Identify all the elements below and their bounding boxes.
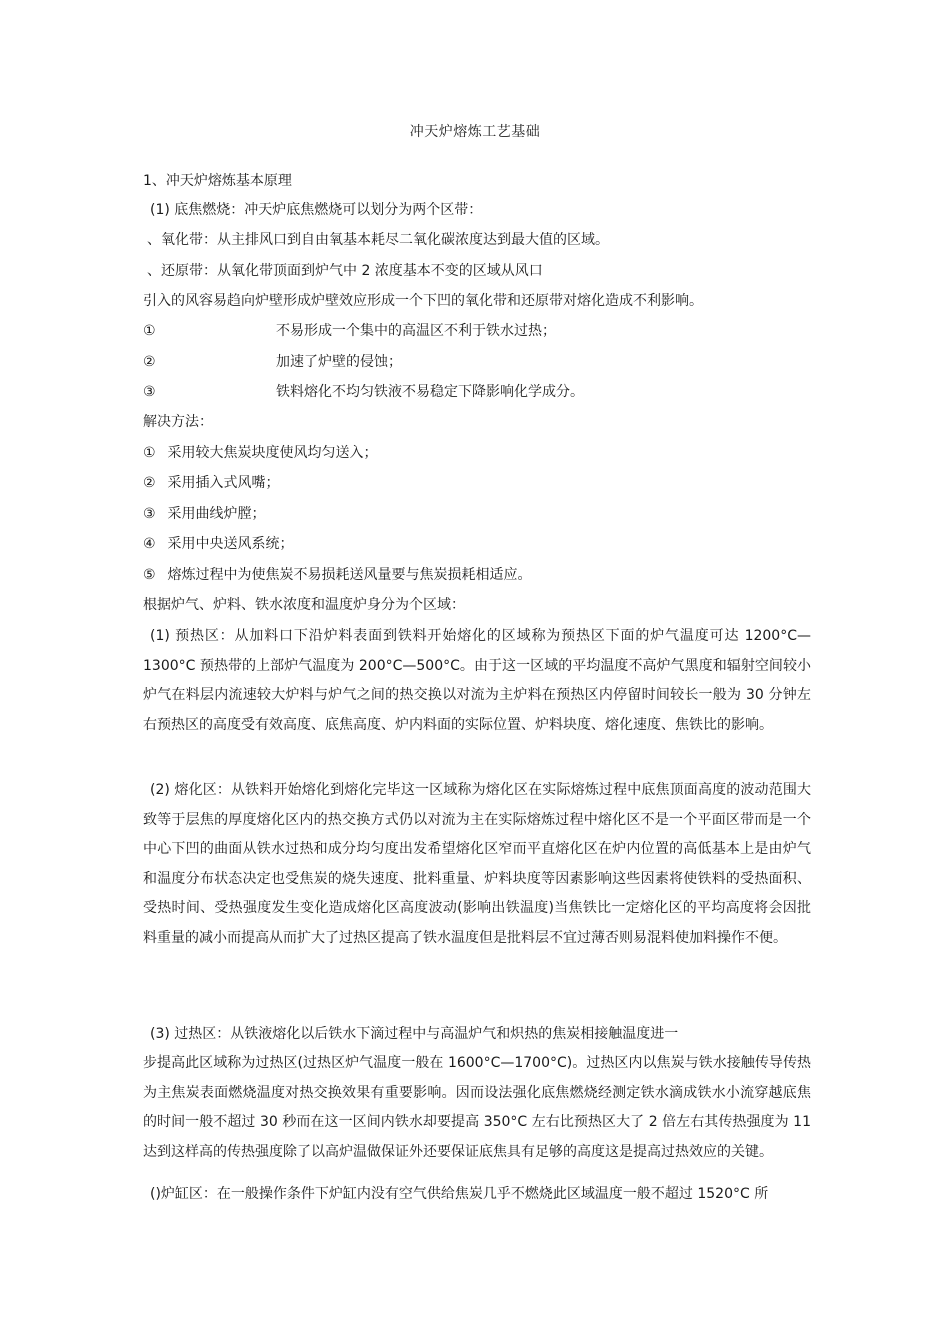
solution-number: ③ bbox=[143, 506, 156, 522]
solution-heading: 解决方法： bbox=[143, 414, 213, 430]
paragraph-melting-zone: (2) 熔化区：从铁料开始熔化到熔化完毕这一区域称为熔化区在实际熔炼过程中底焦顶面高度的波动范围大致等于层焦的厚度熔化区内的热交换方式仍以对流为主在实际熔炼过程中熔化区不是一个平面区带而是一个中心下凹的曲面从铁水过热和成分均匀度出发希望熔化区窄而平直熔化区在炉内位置的高低基本上是由炉气和温度分布状态决定也受焦炭的烧失速度、批料重量、炉料块度等因素影响这些因素将使铁料的受热面积、受热时间、受热强度发生变化造成熔化区高度波动(影响出铁温度)当焦铁比一定熔化区的平均高度将会因批料重量的减小而提高从而扩大了过热区提高了铁水温度但是批料层不宜过薄否则易混料使加料操作不便。 bbox=[143, 782, 811, 946]
paragraph-superheat-zone-first-line: (3) 过热区：从铁液熔化以后铁水下滴过程中与高温炉气和炽热的焦炭相接触温度进一 bbox=[150, 1026, 679, 1042]
paragraph-superheat-zone: 步提高此区域称为过热区(过热区炉气温度一般在 1600°C—1700°C)。过热区内以焦炭与铁水接触传导传热为主焦炭表面燃烧温度对热交换效果有重要影响。因而设法强化底焦燃烧经测定铁水滴成铁水小流穿越底焦的时间一般不超过 30 秒而在这一区间内铁水却要提高 350°C 左右比预热区大了 2 倍左右其传热强度为 11 达到这样高的传热强度除了以高炉温做保证外还要保证底焦具有足够的高度这是提高过热效应的关键。 bbox=[143, 1055, 811, 1160]
solution-item bbox=[143, 474, 279, 492]
solution-item bbox=[143, 505, 265, 523]
effect-number: ② bbox=[143, 354, 156, 370]
solution-number: ④ bbox=[143, 536, 156, 552]
effect-number: ① bbox=[143, 323, 156, 339]
effect-text: 加速了炉壁的侵蚀； bbox=[276, 354, 402, 370]
solution-text: 采用较大焦炭块度使风均匀送入； bbox=[167, 445, 378, 461]
solution-text: 熔炼过程中为使焦炭不易损耗送风量要与焦炭损耗相适应。 bbox=[167, 567, 532, 583]
paragraph-preheat-zone: (1) 预热区：从加料口下沿炉料表面到铁料开始熔化的区域称为预热区下面的炉气温度可达 1200°C—1300°C 预热带的上部炉气温度为 200°C—500°C。由于这一区域的平均温度不高炉气黑度和辐射空间较小炉气在料层内流速较大炉料与炉气之间的热交换以对流为主炉料在预热区内停留时间较长一般为 30 分钟左右预热区的高度受有效高度、底焦高度、炉内料面的实际位置、炉料块度、熔化速度、焦铁比的影响。 bbox=[143, 628, 811, 733]
solution-item bbox=[143, 535, 293, 553]
effect-text: 铁料熔化不均匀铁液不易稳定下降影响化学成分。 bbox=[276, 384, 584, 400]
paragraph-hearth-zone: ()炉缸区：在一般操作条件下炉缸内没有空气供给焦炭几乎不燃烧此区域温度一般不超过 1520°C 所 bbox=[150, 1186, 769, 1202]
effect-number: ③ bbox=[143, 384, 156, 400]
solution-item bbox=[143, 566, 531, 584]
section-heading: 1、冲天炉熔炼基本原理 bbox=[143, 173, 292, 189]
solution-item bbox=[143, 444, 377, 462]
paragraph-coke-combustion: (1) 底焦燃烧：冲天炉底焦燃烧可以划分为两个区带： bbox=[150, 202, 483, 218]
solution-text: 采用中央送风系统； bbox=[167, 536, 294, 552]
solution-text: 采用曲线炉膛； bbox=[167, 506, 266, 522]
zones-intro: 根据炉气、炉料、铁水浓度和温度炉身分为个区域： bbox=[143, 597, 465, 613]
solution-number: ② bbox=[143, 475, 156, 491]
paragraph-reduction-zone: 、还原带：从氧化带顶面到炉气中 2 浓度基本不变的区域从风口 bbox=[147, 263, 543, 279]
effect-text: 不易形成一个集中的高温区不利于铁水过热； bbox=[276, 323, 556, 339]
solution-number: ① bbox=[143, 445, 156, 461]
solution-number: ⑤ bbox=[143, 567, 156, 583]
paragraph-wall-effect: 引入的风容易趋向炉壁形成炉壁效应形成一个下凹的氧化带和还原带对熔化造成不利影响。 bbox=[143, 293, 703, 309]
solution-text: 采用插入式风嘴； bbox=[167, 475, 280, 491]
document-title: 冲天炉熔炼工艺基础 bbox=[409, 124, 541, 140]
paragraph-oxidation-zone: 、氧化带：从主排风口到自由氧基本耗尽二氧化碳浓度达到最大值的区域。 bbox=[147, 232, 609, 248]
